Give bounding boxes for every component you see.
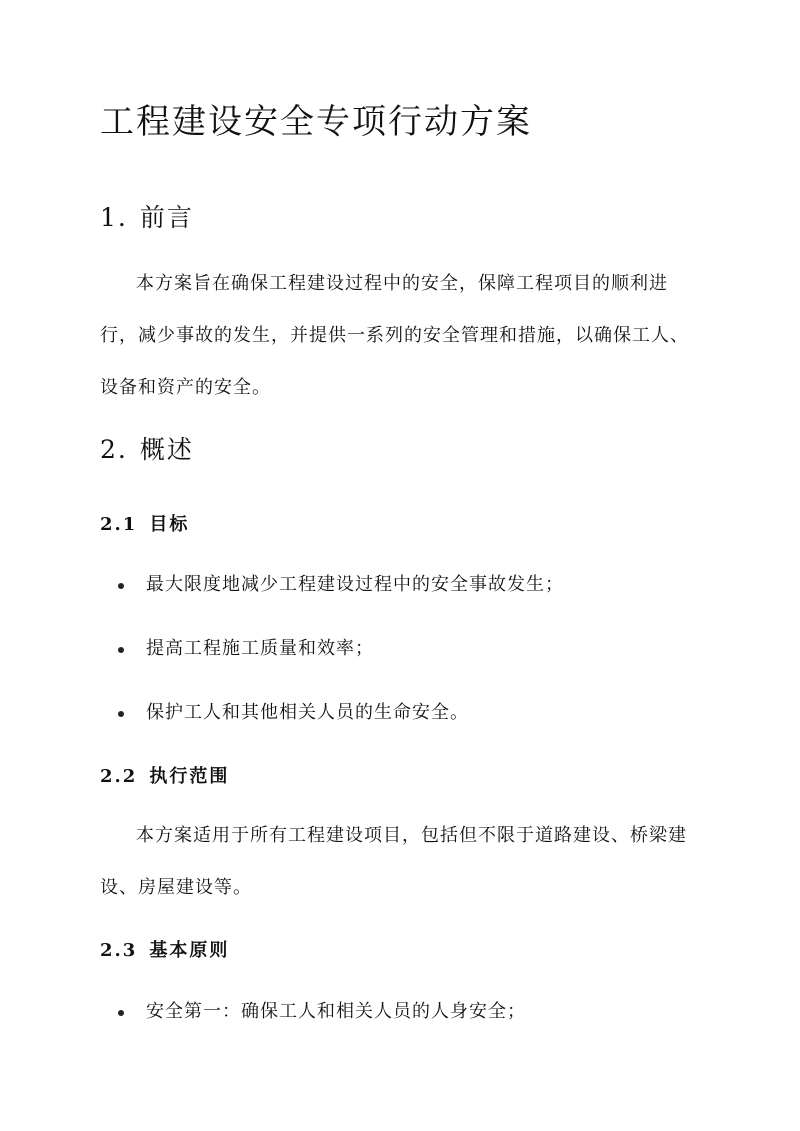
section-heading-intro (100, 198, 194, 234)
bullet-icon (118, 583, 124, 589)
goals-list (118, 573, 564, 765)
section-number: 2. (100, 435, 128, 464)
bullet-icon (118, 647, 124, 653)
list-item-text: 提高工程施工质量和效率； (146, 638, 374, 659)
subsection-heading-principles (100, 936, 229, 962)
list-item-text: 最大限度地减少工程建设过程中的安全事故发生； (146, 574, 564, 595)
subsection-heading-goals (100, 510, 189, 536)
subsection-number: 2.3 (100, 940, 138, 961)
subsection-number: 2.1 (100, 514, 138, 535)
list-item-text: 保护工人和其他相关人员的生命安全。 (146, 702, 469, 723)
section-number: 1. (100, 203, 128, 232)
intro-paragraph: 本方案旨在确保工程建设过程中的安全，保障工程项目的顺利进行，减少事故的发生，并提供一系列的安全管理和措施，以确保工人、设备和资产的安全。 (100, 273, 689, 398)
document-title: 工程建设安全专项行动方案 (100, 102, 532, 142)
section-title: 概述 (139, 435, 194, 464)
section-title: 前言 (139, 203, 194, 232)
list-item (118, 701, 564, 765)
subsection-number: 2.2 (100, 766, 138, 787)
list-item-text: 安全第一：确保工人和相关人员的人身安全； (146, 1001, 526, 1022)
subsection-title: 执行范围 (149, 766, 230, 787)
list-item (118, 1000, 526, 1064)
principles-list (118, 1000, 526, 1064)
bullet-icon (118, 711, 124, 717)
subsection-heading-scope (100, 762, 229, 788)
subsection-title: 目标 (149, 514, 190, 535)
subsection-title: 基本原则 (149, 940, 230, 961)
list-item (118, 573, 564, 637)
list-item (118, 637, 564, 701)
section-heading-overview (100, 430, 194, 466)
scope-paragraph: 本方案适用于所有工程建设项目，包括但不限于道路建设、桥梁建设、房屋建设等。 (100, 825, 687, 898)
bullet-icon (118, 1010, 124, 1016)
